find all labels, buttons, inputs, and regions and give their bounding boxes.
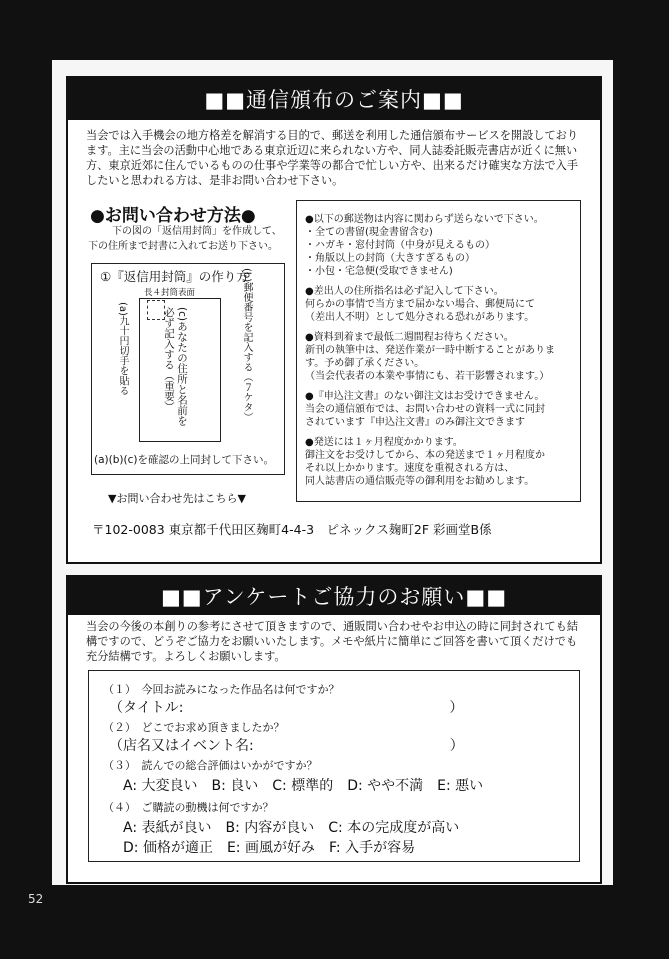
answer-1: （タイトル: ）	[109, 700, 464, 716]
envelope-note: (a)(b)(c)を確認の上同封して下さい。	[94, 454, 274, 466]
question-1: （１） 今回お読みになった作品名は何ですか？	[103, 683, 340, 696]
rule-line: 新刊の執筆中は、発送作業が一時中断することがありま	[305, 345, 555, 356]
contact-address: 〒102-0083 東京都千代田区麹町4-4-3 ピネックス麹町2F 彩画堂B係	[92, 522, 492, 537]
rule-line: 何らかの事情で当方まで届かない場合、郵便局にて	[305, 299, 535, 310]
rule-line: （差出人不明）として処分される恐れがあります。	[305, 312, 535, 323]
rule-line: （当会代表者の本業や事情にも、若干影響されます。）	[305, 371, 550, 382]
return-envelope-diagram	[91, 263, 285, 475]
rule-line: ・小包・宅急便(受取できません)	[305, 266, 453, 277]
label-postal-code: (b)郵便番号を記入する（７ケタ）	[241, 268, 252, 423]
label-stamp: (a)九十円切手を貼る	[117, 302, 128, 396]
answer-4-line-2: D: 価格が適正 E: 画風が好み F: 入手が容易	[123, 840, 416, 856]
rule-line: 御注文をお受けしてから、本の発送まで１ヶ月程度か	[305, 450, 545, 461]
question-4: （４） ご購読の動機は何ですか？	[103, 801, 274, 814]
question-3: （３） 読んでの総合評価はいかがですか？	[103, 759, 318, 772]
rule-line: ●差出人の住所指名は必ず記入して下さい。	[305, 286, 504, 297]
rule-line: ●資料到着まで最低二週間程お待ちください。	[305, 332, 514, 343]
answer-2: （店名又はイベント名: ）	[109, 738, 464, 754]
rule-line: それ以上かかります。速度を重視される方は、	[305, 463, 515, 474]
label-address: (c)あなたの住所と名前を必ず記入する（重要）	[163, 307, 188, 426]
contact-lead: ▼お問い合わせ先はこちら▼	[108, 492, 246, 505]
answer-4-line-1: A: 表紙が良い B: 内容が良い C: 本の完成度が高い	[123, 820, 460, 836]
rule-line: ・全ての書留(現金書留含む)	[305, 227, 433, 238]
rule-line: 当会の通信頒布では、お問い合わせの資料一式に同封	[305, 404, 545, 415]
mail-order-title: ■■通信頒布のご案内■■	[68, 78, 600, 120]
rule-line: ・ハガキ・窓付封筒（中身が見えるもの）	[305, 240, 495, 251]
envelope-title: ①『返信用封筒』の作り方	[100, 269, 249, 284]
answer-3: A: 大変良い B: 良い C: 標準的 D: やや不満 E: 悪い	[123, 778, 484, 794]
howto-line-2: 下の住所まで封書に入れてお送り下さい。	[88, 241, 278, 252]
survey-intro: 当会の今後の本創りの参考にさせて頂きますので、通販問い合わせやお申込の時に同封されても結構ですので、どうぞご協力をお願いいたします。メモや紙片に簡単にご回答を書いて頂くだけでも充分結構です。よろしくお願いします。	[86, 620, 579, 663]
rule-line: ・角版以上の封筒（大きすぎるもの）	[305, 253, 475, 264]
envelope-size-label: 長４封筒表面	[144, 288, 196, 298]
survey-title: ■■アンケートご協力のお願い■■	[68, 577, 600, 615]
survey-panel	[66, 575, 602, 884]
howto-heading: ●お問い合わせ方法●	[90, 206, 256, 226]
rule-line: ●以下の郵送物は内容に関わらず送らないで下さい。	[305, 214, 544, 225]
mail-order-intro: 当会では入手機会の地方格差を解消する目的で、郵送を利用した通信頒布サービスを開設しております。主に当会の活動中心地である東京近辺に来られない方や、同人誌委託販売書店が近くに無い方、東京近郊に住んでいるものの仕事や学業等の都合で忙しい方や、出来るだけ確実な方法で入手したいと思われる方は、是非お問い合わせ下さい。	[86, 129, 579, 187]
rule-line: ●発送には１ヶ月程度かかります。	[305, 437, 463, 448]
page-number: 52	[28, 892, 44, 906]
address-box	[139, 298, 221, 442]
mailing-rules-box	[296, 200, 581, 502]
howto-line-1: 下の図の「返信用封筒」を作成して、	[112, 226, 282, 237]
rule-line: す。予め御了承ください。	[305, 358, 425, 369]
survey-questions-box	[88, 670, 580, 862]
rule-line: されています『申込注文書』のみ御注文できます	[305, 417, 525, 428]
question-2: （２） どこでお求め頂きましたか？	[103, 721, 285, 734]
mail-order-panel	[66, 76, 602, 564]
rule-line: ●『申込注文書』のない御注文はお受けできません。	[305, 391, 545, 402]
rule-line: 同人誌書店の通信販売等の御利用をお勧めします。	[305, 476, 535, 487]
